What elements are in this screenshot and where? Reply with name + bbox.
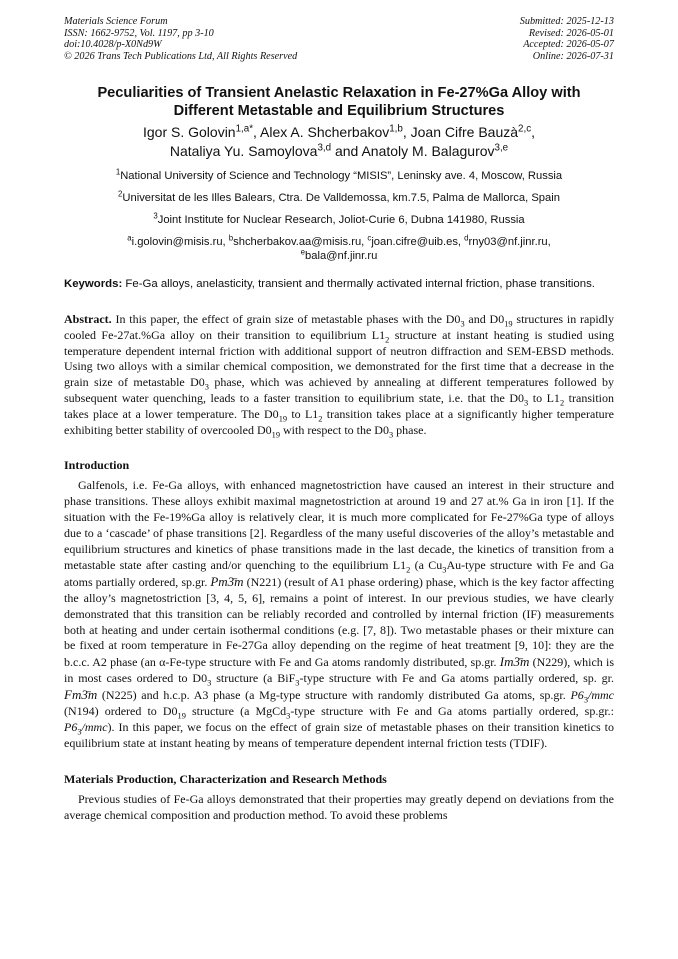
journal-header	[64, 16, 614, 62]
subscript: 19	[177, 711, 186, 721]
affiliations	[64, 169, 614, 227]
abstract-text: to L1	[287, 406, 319, 421]
abstract-text: with respect to the D0	[280, 422, 389, 437]
methods-heading: Materials Production, Characterization and Research Methods	[64, 771, 387, 786]
issn: ISSN: 1662-9752, Vol. 1197, pp 3-10	[64, 27, 214, 39]
body-text: structure (a MgCd	[185, 704, 287, 719]
subscript: 2	[559, 398, 565, 408]
introduction-heading: Introduction	[64, 458, 130, 473]
subscript: 3	[442, 565, 447, 575]
abstract	[64, 312, 614, 438]
email-line-2	[64, 249, 614, 263]
abstract-text: and D0	[464, 311, 505, 326]
subscript: 3	[583, 695, 588, 705]
author-line-2	[64, 142, 614, 161]
author-name: , Alex A. Shcherbakov	[253, 124, 390, 141]
subscript: 2	[406, 565, 411, 575]
author-sep: ,	[531, 124, 535, 141]
body-text: (N221) (result of A1 phase ordering) phase, which is the key factor affecting the alloy’s magnetostriction [3, 4, 5, 6], remains a point of interest. In our previous studies, we have clearly demonstrated that this transition can be reliably recorded and controlled by internal friction (IF) measurements both at heating and under certain isothermal conditions (e.g. [7, 8]). Two metastable phases or their mixture can be fixed at room temperature in Fe-27Ga alloy depending on the regime of heat treatment [9, 10]: they are the b.c.c. A2 phase (an α-Fe-type structure with Fe and Ga atoms randomly distributed, sp.gr.	[64, 574, 615, 670]
email-sup: b	[228, 233, 234, 243]
body-text: -type structure with Fe and Ga atoms partially ordered, sp. gr.	[299, 671, 614, 686]
subscript: 3	[204, 382, 209, 392]
revised-date: Revised: 2026-05-01	[528, 27, 614, 39]
email[interactable]: i.golovin@misis.ru,	[131, 236, 229, 249]
author-sup: 3,d	[317, 142, 332, 154]
body-text: (N225) and h.c.p. A3 phase (a Mg-type structure with randomly distributed Ga atoms, sp.gr.	[97, 688, 571, 703]
header-left	[64, 16, 297, 62]
subscript: 19	[271, 429, 280, 439]
abstract-text: transition takes place at a significantly higher temperature exhibiting better stability of overcooled D0	[64, 406, 614, 437]
email[interactable]: joan.cifre@uib.es,	[371, 236, 465, 249]
author-name: Nataliya Yu. Samoylova	[169, 143, 318, 160]
email[interactable]: bala@nf.jinr.ru	[305, 250, 378, 263]
affiliation-sup: 3	[153, 211, 158, 221]
abstract-label: Abstract.	[64, 311, 112, 326]
abstract-text: to L1	[528, 390, 560, 405]
doi: doi:10.4028/p-X0Nd9W	[64, 39, 162, 51]
online-date: Online: 2026-07-31	[532, 50, 614, 62]
abstract-text: phase.	[393, 422, 427, 437]
subscript: 19	[504, 319, 513, 329]
author-sup: 2,c	[518, 123, 532, 135]
accepted-date: Accepted: 2026-05-07	[523, 39, 614, 51]
subscript: 3	[524, 398, 529, 408]
subscript: 3	[295, 678, 300, 688]
subscript: 3	[286, 711, 291, 721]
body-text: (a Cu	[410, 557, 443, 572]
email-sup: d	[464, 233, 469, 243]
body-text: -type structure with Fe and Ga atoms partially ordered, sp.gr.:	[290, 704, 614, 719]
author-name: and Anatoly M. Balagurov	[331, 143, 495, 160]
abstract-text: structures in rapidly cooled Fe-27at.%Ga alloy on their transition to equilibrium L1	[64, 311, 614, 342]
affiliation	[64, 213, 614, 227]
body-text: Galfenols, i.e. Fe-Ga alloys, with enhanced magnetostriction have caused an interest in their structure and phase transitions. These alloys exhibit maximal magnetostriction at around 19 and 27 at.% Ga in iron [1]. If the situation with the Fe-19%Ga alloy is relatively clear, it is much more complicated for Fe-27%Ga type of alloys due to a ‘cascade’ of phase transitions [2]. Regardless of the many useful discoveries of the alloy’s metastable and equilibrium structures and kinetics of phase transitions made in the last decade, the kinetics of transition from a metastable state after casting and/or quenching to the equilibrium L1	[64, 478, 614, 572]
email[interactable]: rny03@nf.jinr.ru,	[468, 236, 551, 249]
keywords	[64, 277, 614, 292]
submitted-date: Submitted: 2025-12-13	[519, 16, 614, 27]
author-name: Igor S. Golovin	[142, 124, 236, 141]
copyright: © 2026 Trans Tech Publications Ltd, All Rights Reserved	[64, 50, 298, 62]
author-sup: 3,e	[494, 142, 509, 154]
subscript: 3	[388, 429, 394, 439]
email-sup: c	[367, 233, 372, 243]
space-group: Pm3̄m	[210, 573, 244, 589]
email-sup: e	[300, 247, 306, 257]
abstract-text: transition takes place at a lower temperature. The D0	[64, 390, 614, 421]
email[interactable]: shcherbakov.aa@misis.ru,	[233, 236, 368, 249]
author-sup: 1,b	[389, 123, 403, 135]
keywords-label: Keywords:	[64, 278, 123, 291]
affiliation-text: National University of Science and Technology “MISIS”, Leninsky ave. 4, Moscow, Russia	[120, 170, 563, 183]
abstract-text: phase, which was achieved by annealing at different temperatures followed by subsequent water quenching, leads to a faster transition to equilibrium state, i.e. that the D0	[64, 375, 614, 405]
space-group: /mmc	[81, 719, 108, 734]
affiliation	[64, 191, 614, 205]
affiliation-sup: 2	[118, 189, 123, 199]
subscript: 3	[207, 678, 212, 688]
space-group: P6	[570, 688, 584, 703]
subscript: 2	[385, 335, 390, 345]
author-sup: 1,a*	[235, 123, 254, 135]
abstract-text: structure at instant heating is studied using temperature dependent internal friction with additional support of neutron diffraction and SEM-EBSD methods. Using two alloys with a similar chemical composition, we demonstrated for the first time that a decrease in the grain size of metastable D0	[64, 327, 614, 390]
body-text: ). In this paper, we focus on the effect of grain size of metastable phases on their transition kinetics to equilibrium state at instant heating by means of temperature dependent internal friction tests (TDIF).	[64, 719, 614, 750]
space-group: Im3̄m	[499, 654, 530, 670]
affiliation-text: Universitat de les Illes Balears, Ctra. De Valldemossa, km.7.5, Palma de Mallorca, Spain	[122, 192, 560, 205]
affiliation-text: Joint Institute for Nuclear Research, Joliot-Curie 6, Dubna 141980, Russia	[157, 214, 525, 227]
title-line-1: Peculiarities of Transient Anelastic Relaxation in Fe-27%Ga Alloy with	[97, 85, 581, 102]
abstract-text: In this paper, the effect of grain size of metastable phases with the D0	[111, 311, 461, 326]
body-text: structure (a BiF	[211, 671, 296, 686]
subscript: 19	[278, 414, 288, 424]
introduction-paragraph	[64, 478, 614, 751]
methods-paragraph: Previous studies of Fe-Ga alloys demonstrated that their properties may greatly depend on deviations from the average chemical composition and production method. To avoid these problems	[64, 791, 614, 822]
header-right	[520, 16, 614, 62]
body-text: (N194) ordered to D0	[64, 704, 178, 719]
body-text: (N229), which is in most cases ordered to D0	[64, 655, 614, 686]
space-group: Fm3̄m	[64, 687, 98, 703]
author-emails	[64, 235, 614, 263]
space-group: P6	[64, 719, 78, 734]
affiliation	[64, 169, 614, 183]
email-line-1	[64, 235, 614, 249]
keywords-text: Fe-Ga alloys, anelasticity, transient and thermally activated internal friction, phase transitions.	[122, 278, 595, 291]
subscript: 3	[77, 727, 82, 737]
author-list	[64, 123, 614, 161]
journal-name: Materials Science Forum	[64, 16, 168, 27]
affiliation-sup: 1	[115, 167, 121, 177]
subscript: 3	[460, 319, 465, 329]
author-line-1	[64, 123, 614, 142]
author-name: , Joan Cifre Bauzà	[402, 124, 519, 141]
body-text: Au-type structure with Fe and Ga atoms partially ordered, sp.gr.	[64, 557, 614, 589]
space-group: /mmc	[588, 688, 614, 703]
subscript: 2	[318, 414, 323, 424]
title-line-2: Different Metastable and Equilibrium Structures	[173, 103, 505, 120]
paper-title	[64, 84, 614, 120]
email-sup: a	[127, 233, 132, 243]
